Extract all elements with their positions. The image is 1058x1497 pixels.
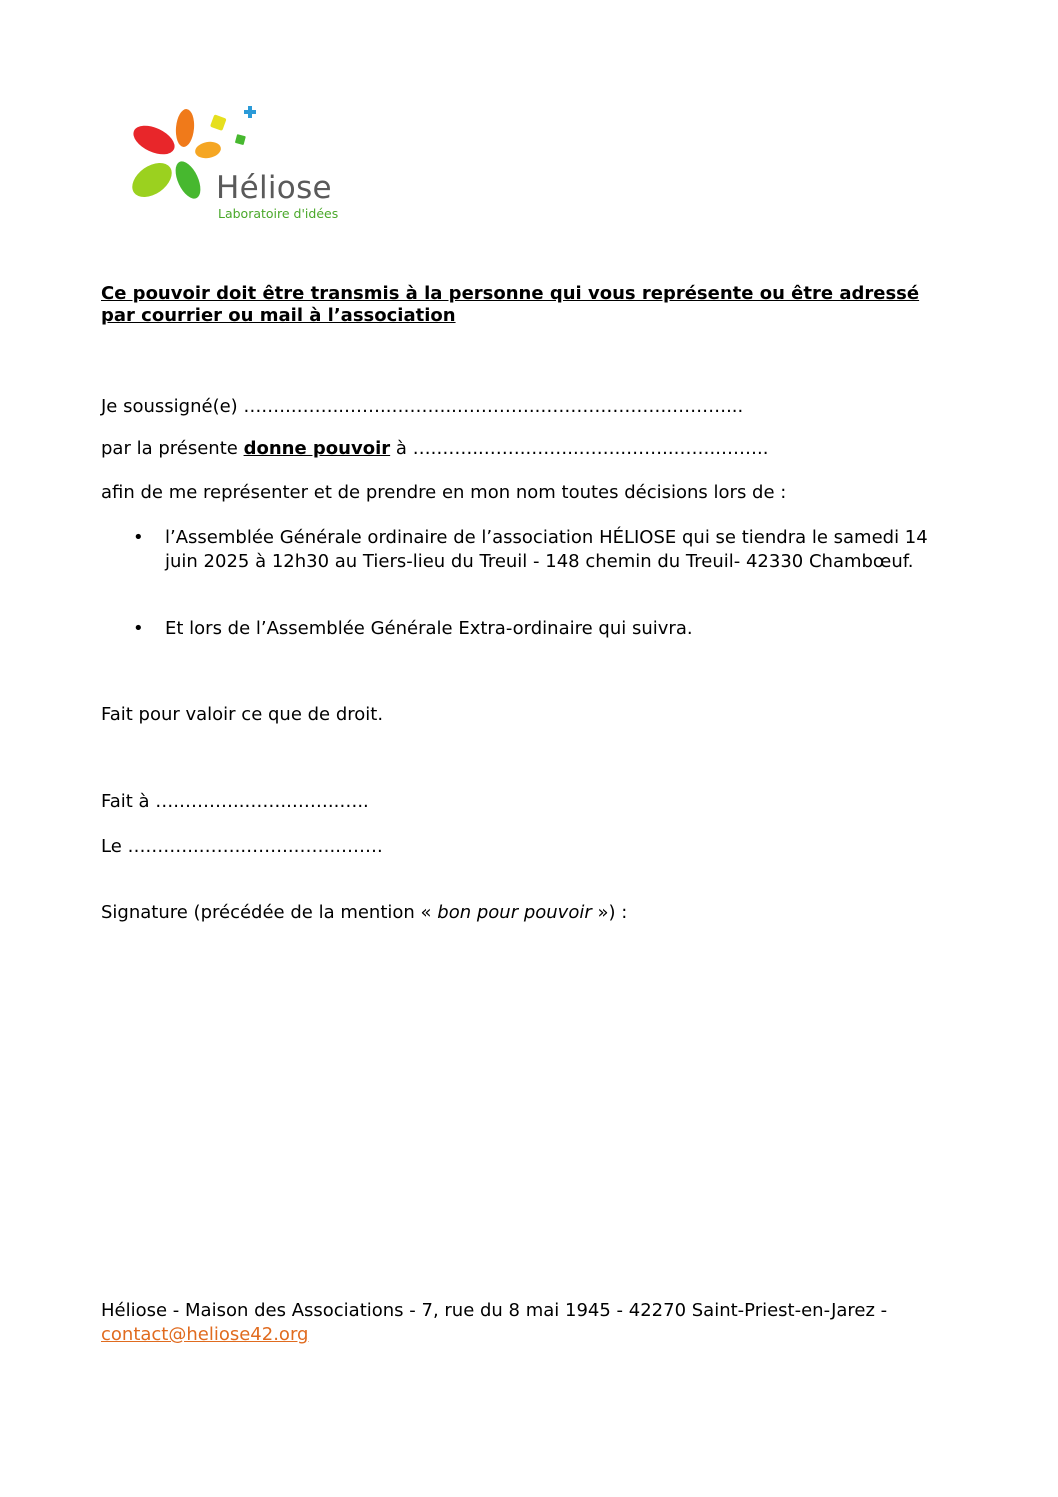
pouvoir-line-before: par la présente [101, 438, 244, 459]
bullet-item-ag-ordinaire: l’Assemblée Générale ordinaire de l’association HÉLIOSE qui se tiendra le samedi 14 juin 2025 à 12h30 au Tiers-lieu du Treuil - 148 chemin du Treuil- 42330 Chambœuf. [165, 527, 928, 572]
pouvoir-line-after: à ….……..……..……..……..……..……..…….. [390, 438, 769, 459]
signature-italic: bon pour pouvoir [437, 902, 592, 923]
document-heading: Ce pouvoir doit être transmis à la personne qui vous représente ou être adressé par courrier ou mail à l’association [101, 283, 920, 326]
footer-email-link[interactable]: contact@heliose42.org [101, 1324, 309, 1345]
bullet-marker: • [133, 527, 144, 548]
signature-after: ») : [591, 902, 628, 923]
logo-tagline: Laboratoire d'idées [218, 206, 339, 221]
afin-line: afin de me représenter et de prendre en mon nom toutes décisions lors de : [101, 482, 787, 503]
signature-before: Signature (précédée de la mention « [101, 902, 438, 923]
bullet-item-ag-extraordinaire: Et lors de l’Assemblée Générale Extra-ordinaire qui suivra. [165, 618, 693, 639]
fait-pour-valoir-line: Fait pour valoir ce que de droit. [101, 704, 384, 725]
footer-address: Héliose - Maison des Associations - 7, rue du 8 mai 1945 - 42270 Saint-Priest-en-Jarez - [101, 1300, 888, 1321]
pouvoir-line [101, 438, 768, 460]
fait-a-line: Fait à ….………..……..……..….. [101, 791, 369, 812]
logo-name: Héliose [216, 170, 332, 206]
pouvoir-line-bold: donne pouvoir [243, 438, 391, 459]
heliose-logo [122, 100, 362, 230]
bullet-marker: • [133, 618, 144, 639]
date-line: Le ….……..……..……..……..……. [101, 836, 383, 857]
soussigne-line: Je soussigné(e) ….…..……..……..………..…………..………………….………... [101, 396, 744, 417]
signature-line [101, 902, 627, 924]
